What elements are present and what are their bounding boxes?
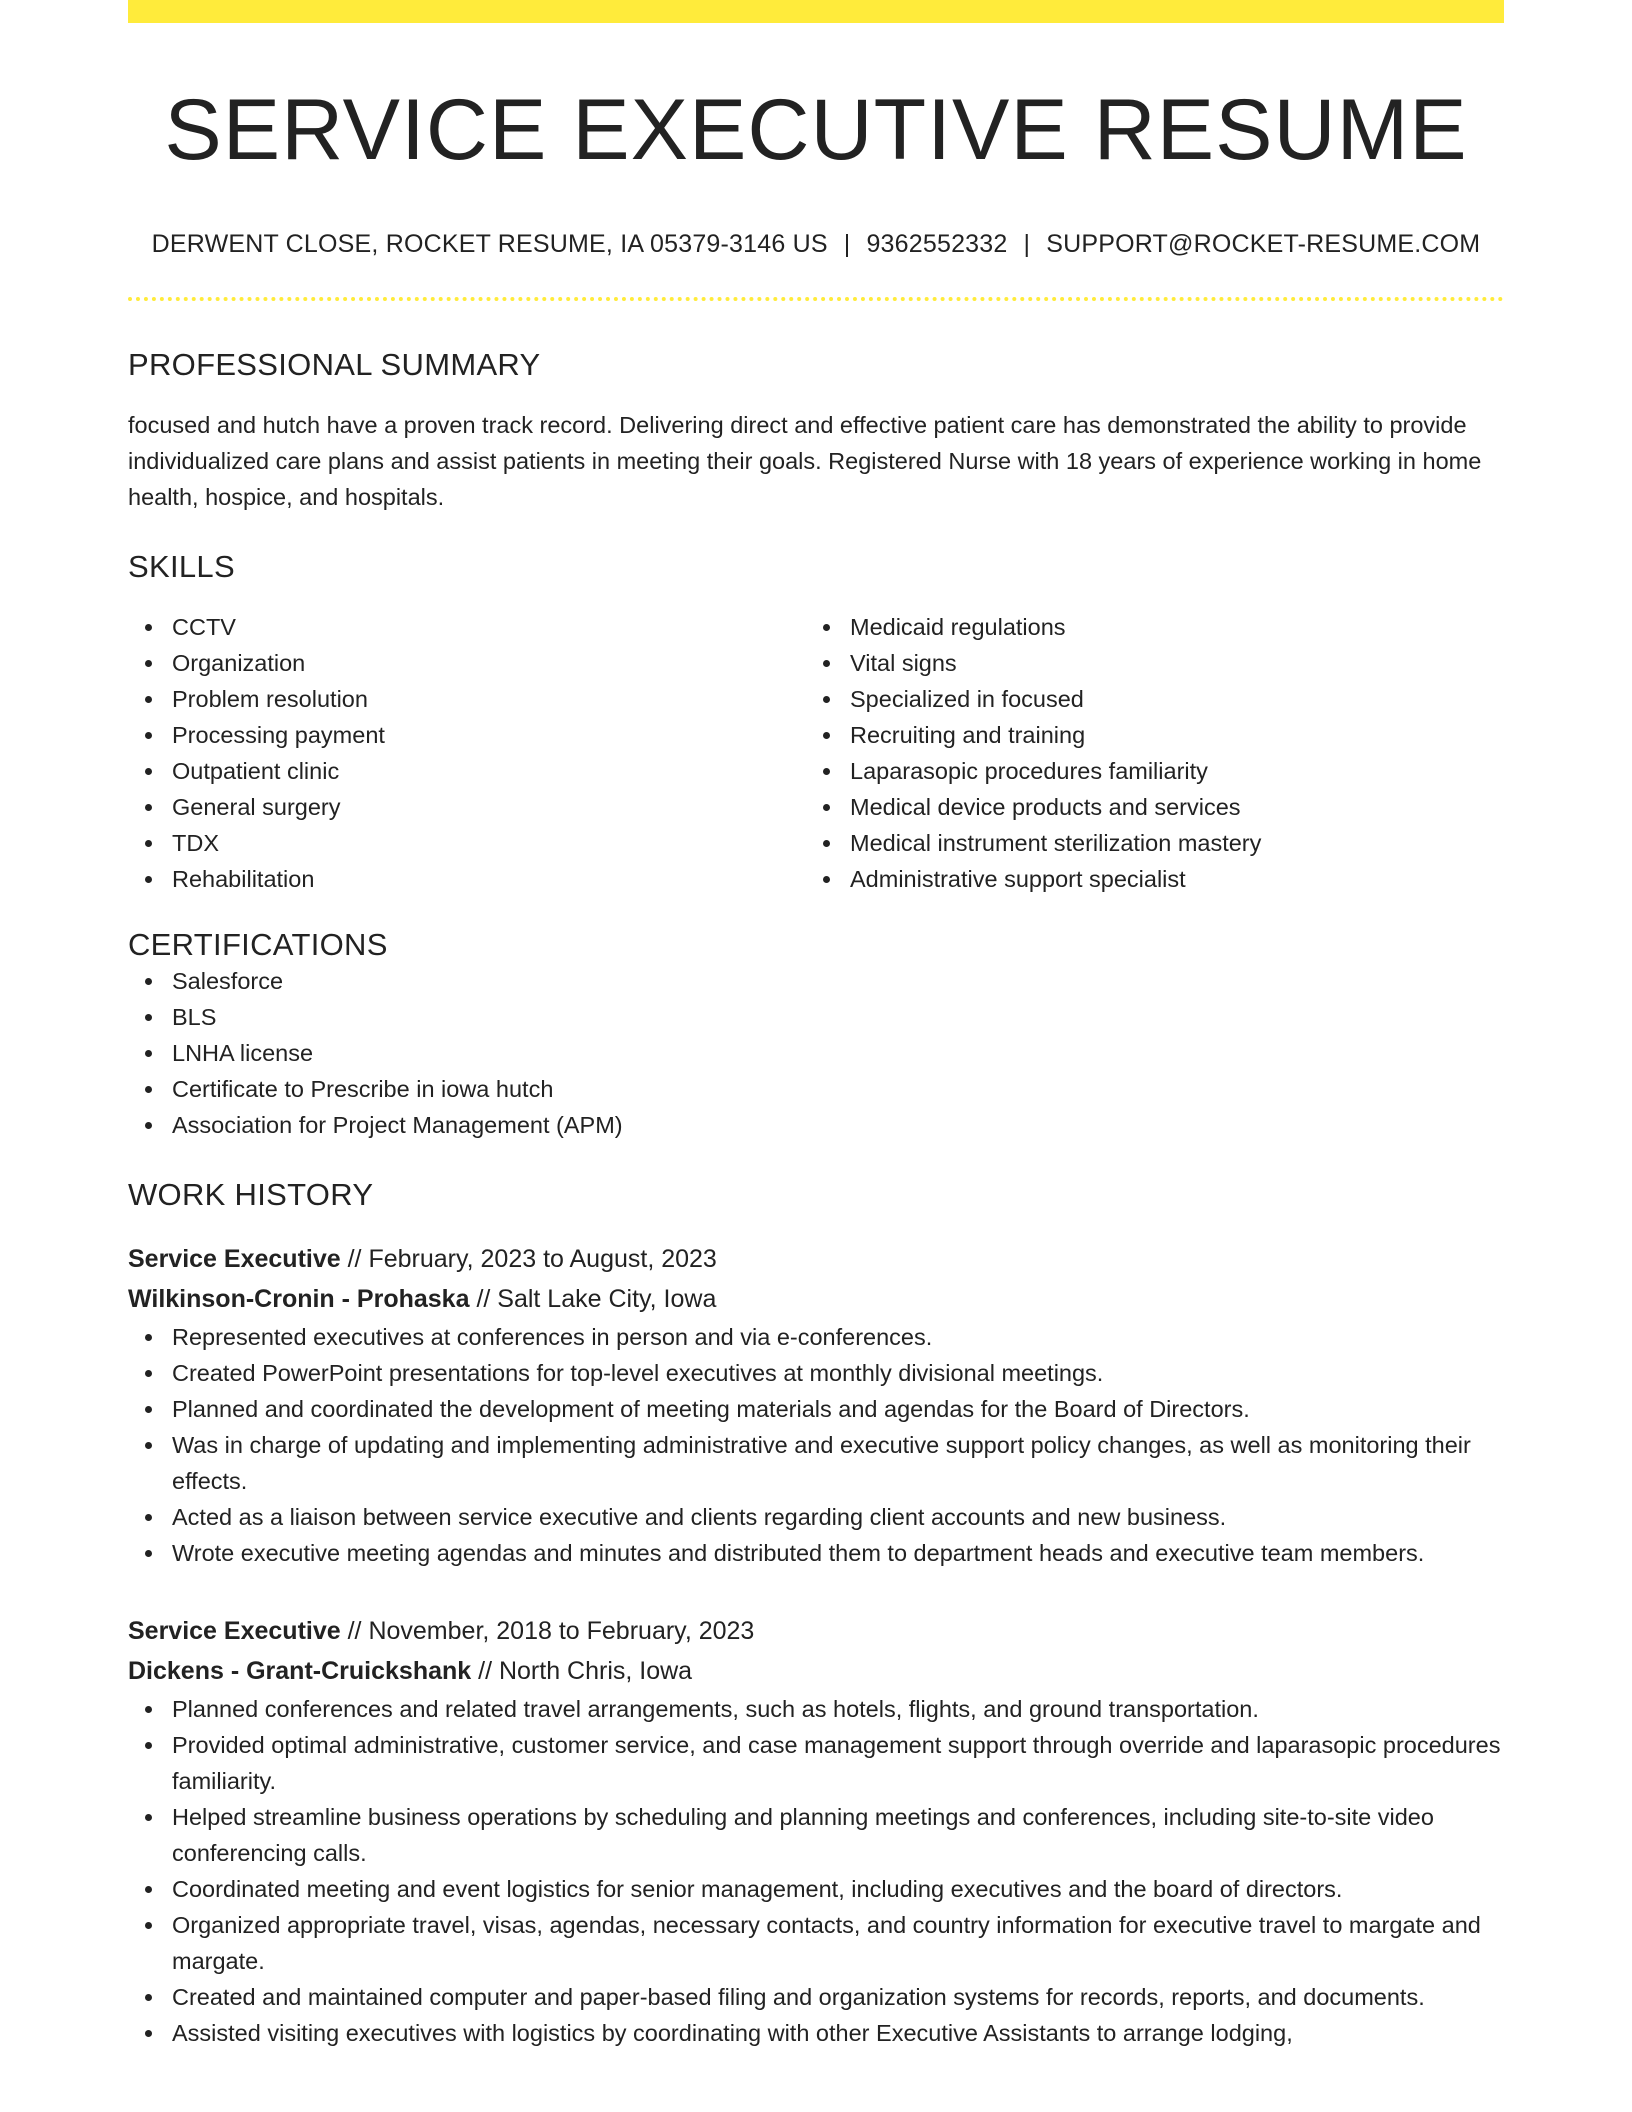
work-history-heading: WORK HISTORY xyxy=(128,1176,374,1212)
job-company: Dickens - Grant-Cruickshank xyxy=(128,1656,472,1685)
job-bullet: Organized appropriate travel, visas, agendas, necessary contacts, and country information for executive travel to margate and margate. xyxy=(128,1907,1504,1979)
bullet-icon xyxy=(145,1370,152,1377)
skills-list-left xyxy=(128,609,806,897)
job-title-line xyxy=(128,1239,1504,1279)
skill-item: Medicaid regulations xyxy=(806,609,1484,645)
bullet-icon xyxy=(823,804,830,811)
bullet-icon xyxy=(145,768,152,775)
skill-item: Medical instrument sterilization mastery xyxy=(806,825,1484,861)
bullet-icon xyxy=(145,1922,152,1929)
skills-column-left xyxy=(128,609,806,897)
skills-heading: SKILLS xyxy=(128,548,235,584)
bullet-icon xyxy=(145,1742,152,1749)
skill-item: CCTV xyxy=(128,609,806,645)
certification-item: LNHA license xyxy=(128,1035,1504,1071)
contact-email: SUPPORT@ROCKET-RESUME.COM xyxy=(1046,229,1481,258)
job-company-line xyxy=(128,1651,1504,1691)
resume-page xyxy=(128,0,1504,2051)
dotted-divider xyxy=(128,297,1504,301)
bullet-icon xyxy=(823,876,830,883)
job-entry xyxy=(128,1239,1504,1571)
skill-item: Laparasopic procedures familiarity xyxy=(806,753,1484,789)
contact-phone: 9362552332 xyxy=(866,229,1008,258)
bullet-icon xyxy=(145,804,152,811)
bullet-icon xyxy=(145,1050,152,1057)
bullet-icon xyxy=(145,1406,152,1413)
job-bullet: Created and maintained computer and paper-based filing and organization systems for records, reports, and documents. xyxy=(128,1979,1504,2015)
skill-item: Outpatient clinic xyxy=(128,753,806,789)
job-location: // Salt Lake City, Iowa xyxy=(476,1284,717,1313)
certifications-list xyxy=(128,963,1504,1143)
bullet-icon xyxy=(145,978,152,985)
bullet-icon xyxy=(145,1706,152,1713)
job-bullet: Wrote executive meeting agendas and minutes and distributed them to department heads and executive team members. xyxy=(128,1535,1504,1571)
job-bullet: Planned conferences and related travel arrangements, such as hotels, flights, and ground transportation. xyxy=(128,1691,1504,1727)
bullet-icon xyxy=(823,696,830,703)
contact-separator: | xyxy=(843,229,851,258)
skills-list-right xyxy=(806,609,1484,897)
skill-item: General surgery xyxy=(128,789,806,825)
bullet-icon xyxy=(823,732,830,739)
resume-title: SERVICE EXECUTIVE RESUME xyxy=(164,82,1468,178)
bullet-icon xyxy=(145,2030,152,2037)
bullet-icon xyxy=(145,660,152,667)
skills-columns xyxy=(128,609,1504,897)
certification-item: BLS xyxy=(128,999,1504,1035)
bullet-icon xyxy=(145,1122,152,1129)
summary-text: focused and hutch have a proven track record. Delivering direct and effective patient care has demonstrated the ability to provide individualized care plans and assist patients in meeting their goals. Registered Nurse with 18 years of experience working in home health, hospice, and hospitals. xyxy=(128,411,1482,510)
job-bullet: Was in charge of updating and implementing administrative and executive support policy changes, as well as monitoring their effects. xyxy=(128,1427,1504,1499)
accent-top-bar xyxy=(128,0,1504,23)
certification-item: Salesforce xyxy=(128,963,1504,999)
bullet-icon xyxy=(145,1514,152,1521)
job-bullet: Acted as a liaison between service executive and clients regarding client accounts and new business. xyxy=(128,1499,1504,1535)
skill-item: Organization xyxy=(128,645,806,681)
bullet-icon xyxy=(145,840,152,847)
job-bullet: Assisted visiting executives with logistics by coordinating with other Executive Assistants to arrange lodging, xyxy=(128,2015,1504,2051)
job-role: Service Executive xyxy=(128,1244,341,1273)
bullet-icon xyxy=(823,768,830,775)
job-company-line xyxy=(128,1279,1504,1319)
job-entry xyxy=(128,1611,1504,2051)
bullet-icon xyxy=(145,876,152,883)
bullet-icon xyxy=(145,1086,152,1093)
bullet-icon xyxy=(145,1994,152,2001)
bullet-icon xyxy=(145,1814,152,1821)
skills-column-right xyxy=(806,609,1484,897)
job-title-line xyxy=(128,1611,1504,1651)
job-bullet-list xyxy=(128,1319,1504,1571)
job-dates: // November, 2018 to February, 2023 xyxy=(347,1616,755,1645)
certification-item: Certificate to Prescribe in iowa hutch xyxy=(128,1071,1504,1107)
bullet-icon xyxy=(145,696,152,703)
skill-item: Problem resolution xyxy=(128,681,806,717)
job-bullet: Provided optimal administrative, customer service, and case management support through override and laparasopic procedures familiarity. xyxy=(128,1727,1504,1799)
job-bullet-list xyxy=(128,1691,1504,2051)
skill-item: Rehabilitation xyxy=(128,861,806,897)
bullet-icon xyxy=(145,1334,152,1341)
bullet-icon xyxy=(145,1886,152,1893)
skill-item: Medical device products and services xyxy=(806,789,1484,825)
job-location: // North Chris, Iowa xyxy=(478,1656,693,1685)
bullet-icon xyxy=(145,1442,152,1449)
bullet-icon xyxy=(145,1550,152,1557)
contact-address: DERWENT CLOSE, ROCKET RESUME, IA 05379-3146 US xyxy=(151,229,828,258)
job-bullet: Helped streamline business operations by scheduling and planning meetings and conferences, including site-to-site video conferencing calls. xyxy=(128,1799,1504,1871)
certifications-heading: CERTIFICATIONS xyxy=(128,926,388,962)
job-dates: // February, 2023 to August, 2023 xyxy=(347,1244,717,1273)
bullet-icon xyxy=(145,624,152,631)
bullet-icon xyxy=(823,840,830,847)
contact-separator: | xyxy=(1023,229,1031,258)
bullet-icon xyxy=(823,624,830,631)
job-bullet: Planned and coordinated the development of meeting materials and agendas for the Board of Directors. xyxy=(128,1391,1504,1427)
job-bullet: Represented executives at conferences in person and via e-conferences. xyxy=(128,1319,1504,1355)
skill-item: Recruiting and training xyxy=(806,717,1484,753)
bullet-icon xyxy=(823,660,830,667)
skill-item: Administrative support specialist xyxy=(806,861,1484,897)
job-bullet: Created PowerPoint presentations for top-level executives at monthly divisional meetings. xyxy=(128,1355,1504,1391)
bullet-icon xyxy=(145,732,152,739)
contact-line xyxy=(128,230,1504,259)
skill-item: Specialized in focused xyxy=(806,681,1484,717)
bullet-icon xyxy=(145,1014,152,1021)
skill-item: TDX xyxy=(128,825,806,861)
skill-item: Processing payment xyxy=(128,717,806,753)
skill-item: Vital signs xyxy=(806,645,1484,681)
job-company: Wilkinson-Cronin - Prohaska xyxy=(128,1284,470,1313)
certification-item: Association for Project Management (APM) xyxy=(128,1107,1504,1143)
summary-heading: PROFESSIONAL SUMMARY xyxy=(128,346,541,382)
job-role: Service Executive xyxy=(128,1616,341,1645)
job-bullet: Coordinated meeting and event logistics for senior management, including executives and the board of directors. xyxy=(128,1871,1504,1907)
